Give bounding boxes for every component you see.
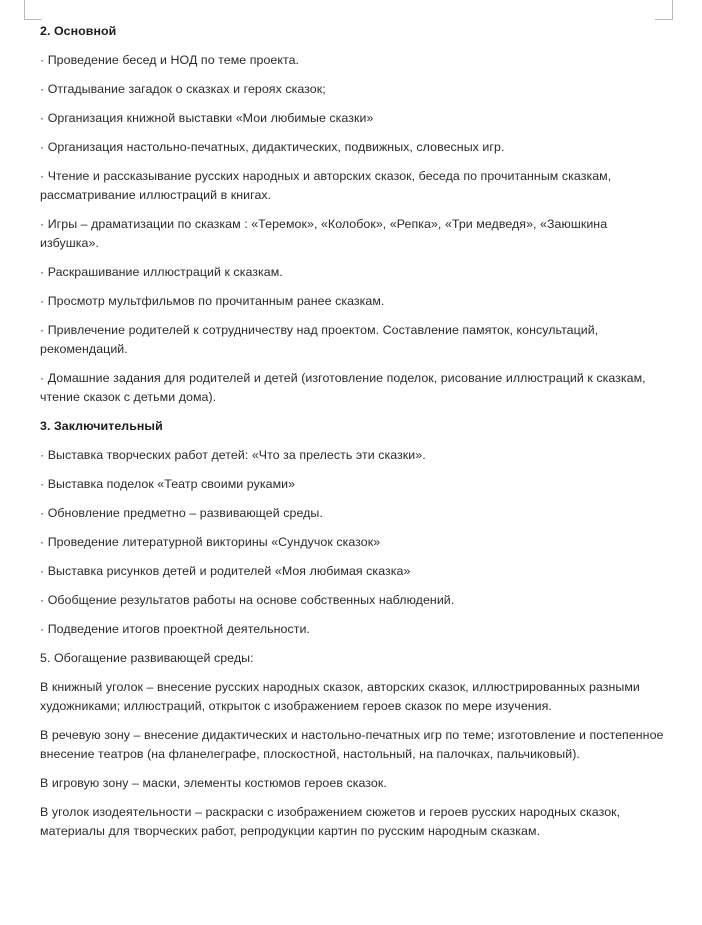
bullet-paragraph: · Привлечение родителей к сотрудничеству над проектом. Составление памяток, консультаций, рекомендаций.	[40, 323, 599, 356]
bullet-paragraph: · Выставка рисунков детей и родителей «Моя любимая сказка»	[40, 564, 411, 578]
bullet-paragraph: · Обобщение результатов работы на основе собственных наблюдений.	[40, 593, 455, 607]
bullet-paragraph: · Домашние задания для родителей и детей (изготовление поделок, рисование иллюстраций к сказкам, чтение сказок с детьми дома).	[40, 371, 646, 404]
bullet-paragraph: · Обновление предметно – развивающей среды.	[40, 506, 323, 520]
body-paragraph: В уголок изодеятельности – раскраски с изображением сюжетов и героев русских народных сказок, материалы для творческих работ, репродукции картин по русским народным сказкам.	[40, 805, 621, 838]
body-paragraph: В игровую зону – маски, элементы костюмов героев сказок.	[40, 776, 387, 790]
body-paragraph: В книжный уголок – внесение русских народных сказок, авторских сказок, иллюстрированных разными художниками; иллюстраций, открыток с изображением героев сказок по мере изучения.	[40, 680, 640, 713]
bullet-paragraph: · Просмотр мультфильмов по прочитанным ранее сказкам.	[40, 294, 385, 308]
crop-mark-top-right-icon	[655, 0, 673, 20]
bullet-paragraph: · Раскрашивание иллюстраций к сказкам.	[40, 265, 283, 279]
bullet-paragraph: · Проведение литературной викторины «Сундучок сказок»	[40, 535, 381, 549]
bullet-paragraph: · Чтение и рассказывание русских народных и авторских сказок, беседа по прочитанным сказкам, рассматривание иллюстраций в книгах.	[40, 169, 612, 202]
bullet-paragraph: · Подведение итогов проектной деятельности.	[40, 622, 310, 636]
section-heading: 2. Основной	[40, 24, 117, 38]
crop-mark-top-left-icon	[24, 0, 42, 20]
bullet-paragraph: · Отгадывание загадок о сказках и героях сказок;	[40, 82, 326, 96]
bullet-paragraph: · Выставка творческих работ детей: «Что за прелесть эти сказки».	[40, 448, 426, 462]
bullet-paragraph: · Организация книжной выставки «Мои любимые сказки»	[40, 111, 374, 125]
body-paragraph: В речевую зону – внесение дидактических и настольно-печатных игр по теме; изготовление и постепенное внесение театров (на фланелеграфе, плоскостной, настольный, на палочках, пальчиковый).	[40, 728, 664, 761]
bullet-paragraph: · Организация настольно-печатных, дидактических, подвижных, словесных игр.	[40, 140, 505, 154]
section-heading: 3. Заключительный	[40, 419, 163, 433]
bullet-paragraph: · Игры – драматизации по сказкам : «Теремок», «Колобок», «Репка», «Три медведя», «Заюшкина избушка».	[40, 217, 608, 250]
bullet-paragraph: · Выставка поделок «Театр своими руками»	[40, 477, 296, 491]
document-text-body	[40, 22, 668, 851]
body-paragraph: 5. Обогащение развивающей среды:	[40, 651, 254, 665]
bullet-paragraph: · Проведение бесед и НОД по теме проекта.	[40, 53, 300, 67]
